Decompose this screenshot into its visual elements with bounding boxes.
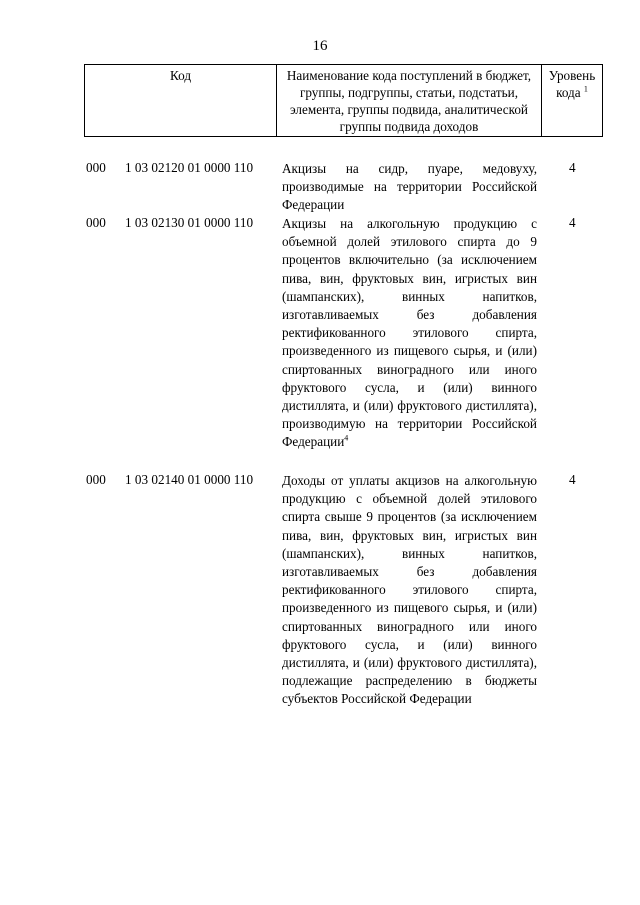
revenue-name-text: Доходы от уплаты акцизов на алкогольную продукцию с объемной долей этилового спирта свыше 9 процентов (за исключением пива, вин, фруктовых вин, игристых вин (шампанских), винных напитков, изготавливаемых без добавления ректификованного этилового спирта, произведенного из пищевого сырья, и (или) спиртованных виноградного или иного фруктового сусла, и (или) винного дистиллята, и (или) фруктового дистиллята), подлежащие распределению в бюджеты субъектов Российской Федерации — [282, 473, 537, 707]
admin-code: 000 — [86, 160, 106, 175]
header-level — [542, 65, 602, 136]
page-number: 16 — [312, 38, 328, 54]
revenue-name — [282, 160, 537, 215]
admin-code: 000 — [86, 215, 106, 230]
header-name: Наименование кода поступлений в бюджет, группы, подгруппы, статьи, подстатьи, элемента, группы подвида, аналитической группы подвида доходов — [277, 65, 542, 136]
revenue-name — [282, 215, 537, 452]
header-level-label: Уровень кода — [548, 68, 596, 100]
admin-code: 000 — [86, 472, 106, 487]
header-level-footnote: 1 — [583, 84, 588, 94]
revenue-name — [282, 472, 537, 709]
revenue-code: 1 03 02130 01 0000 110 — [125, 215, 254, 230]
revenue-code: 1 03 02120 01 0000 110 — [125, 160, 254, 175]
revenue-name-text: Акцизы на сидр, пуаре, медовуху, производимые на территории Российской Федерации — [282, 161, 537, 213]
footnote-mark: 4 — [344, 434, 349, 444]
revenue-name-text: Акцизы на алкогольную продукцию с объемной долей этилового спирта до 9 процентов включительно (за исключением пива, вин, фруктовых вин, игристых вин (шампанских), винных напитков, изготавливаемых без добавления ректификованного этилового спирта, произведенного из пищевого сырья, и (или) спиртованных виноградного или иного фруктового сусла, и (или) винного дистиллята, и (или) фруктового дистиллята), производимую на территории Российской Федерации — [282, 216, 537, 450]
code-level: 4 — [569, 472, 576, 487]
code-level: 4 — [569, 215, 576, 230]
header-code: Код — [85, 65, 277, 136]
table-header — [84, 64, 603, 137]
code-level: 4 — [569, 160, 576, 175]
revenue-code: 1 03 02140 01 0000 110 — [125, 472, 254, 487]
